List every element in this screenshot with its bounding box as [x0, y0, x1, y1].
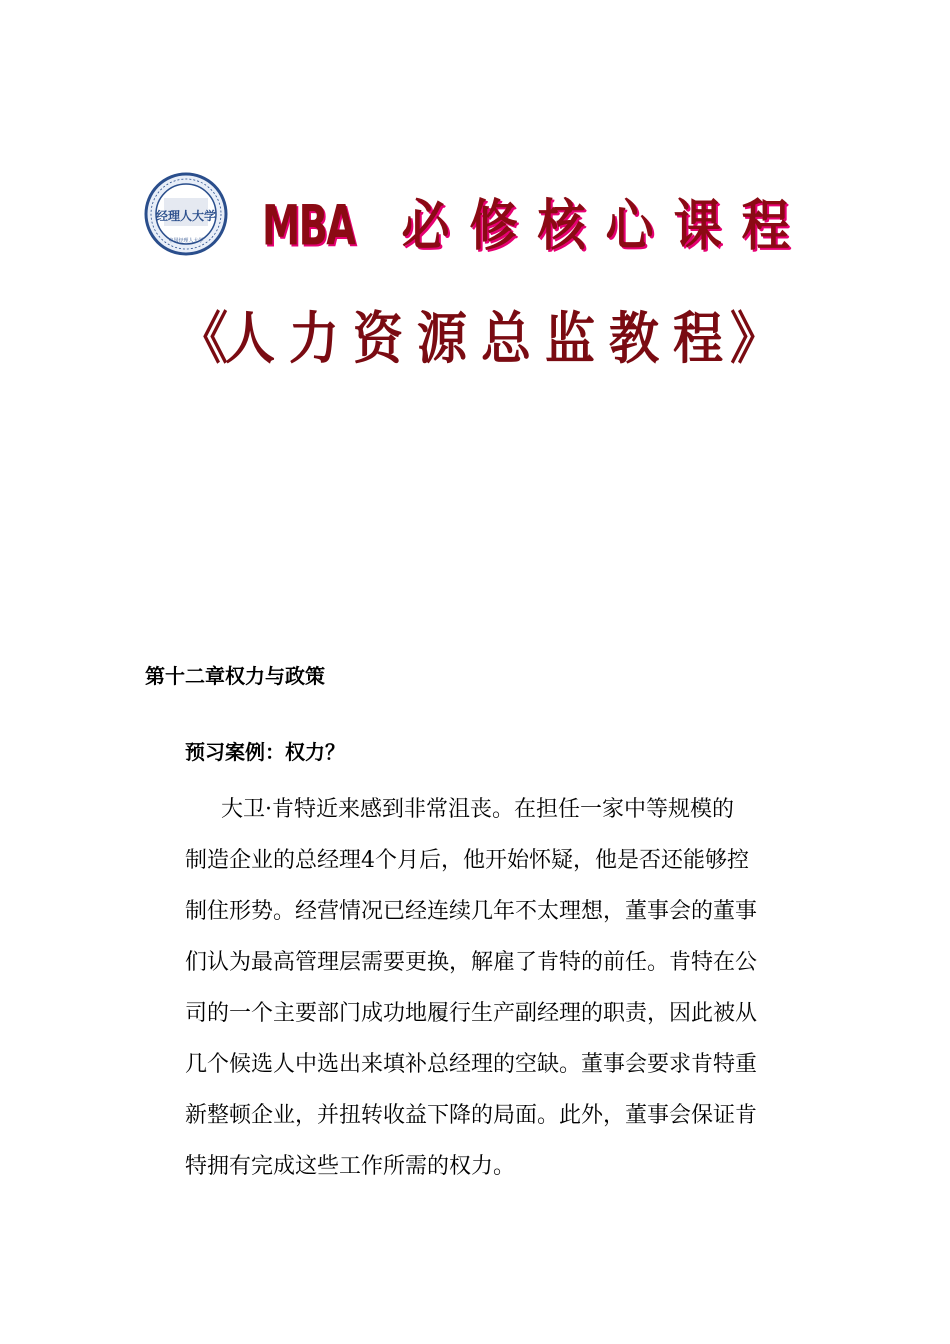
chapter-heading: 第十二章权力与政策: [145, 664, 325, 688]
svg-text:中国经理人大学: 中国经理人大学: [168, 238, 204, 244]
case-heading: 预习案例：权力？: [185, 740, 345, 764]
paragraph-line: 制住形势。经营情况已经连续几年不太理想，董事会的董事: [185, 899, 758, 924]
book-title: 《人 力 资 源 总 监 教 程 》: [178, 306, 780, 372]
case-paragraph: [185, 784, 765, 1192]
paragraph-line: 几个候选人中选出来填补总经理的空缺。董事会要求肯特重: [185, 1052, 758, 1077]
paragraph-line: 大卫·肯特近来感到非常沮丧。在担任一家中等规模的: [221, 797, 734, 822]
course-category-title: MBA 必 修 核 心 课 程: [262, 193, 790, 259]
svg-text:经理人大学: 经理人大学: [155, 209, 217, 223]
paragraph-line: 制造企业的总经理4个月后，他开始怀疑，他是否还能够控: [185, 848, 749, 873]
paragraph-line: 新整顿企业，并扭转收益下降的局面。此外，董事会保证肯: [185, 1103, 758, 1128]
paragraph-line: 司的一个主要部门成功地履行生产副经理的职责，因此被从: [185, 1001, 758, 1026]
university-seal-logo: [144, 172, 228, 256]
paragraph-line: 特拥有完成这些工作所需的权力。: [185, 1154, 516, 1179]
paragraph-line: 们认为最高管理层需要更换，解雇了肯特的前任。肯特在公: [185, 950, 758, 975]
